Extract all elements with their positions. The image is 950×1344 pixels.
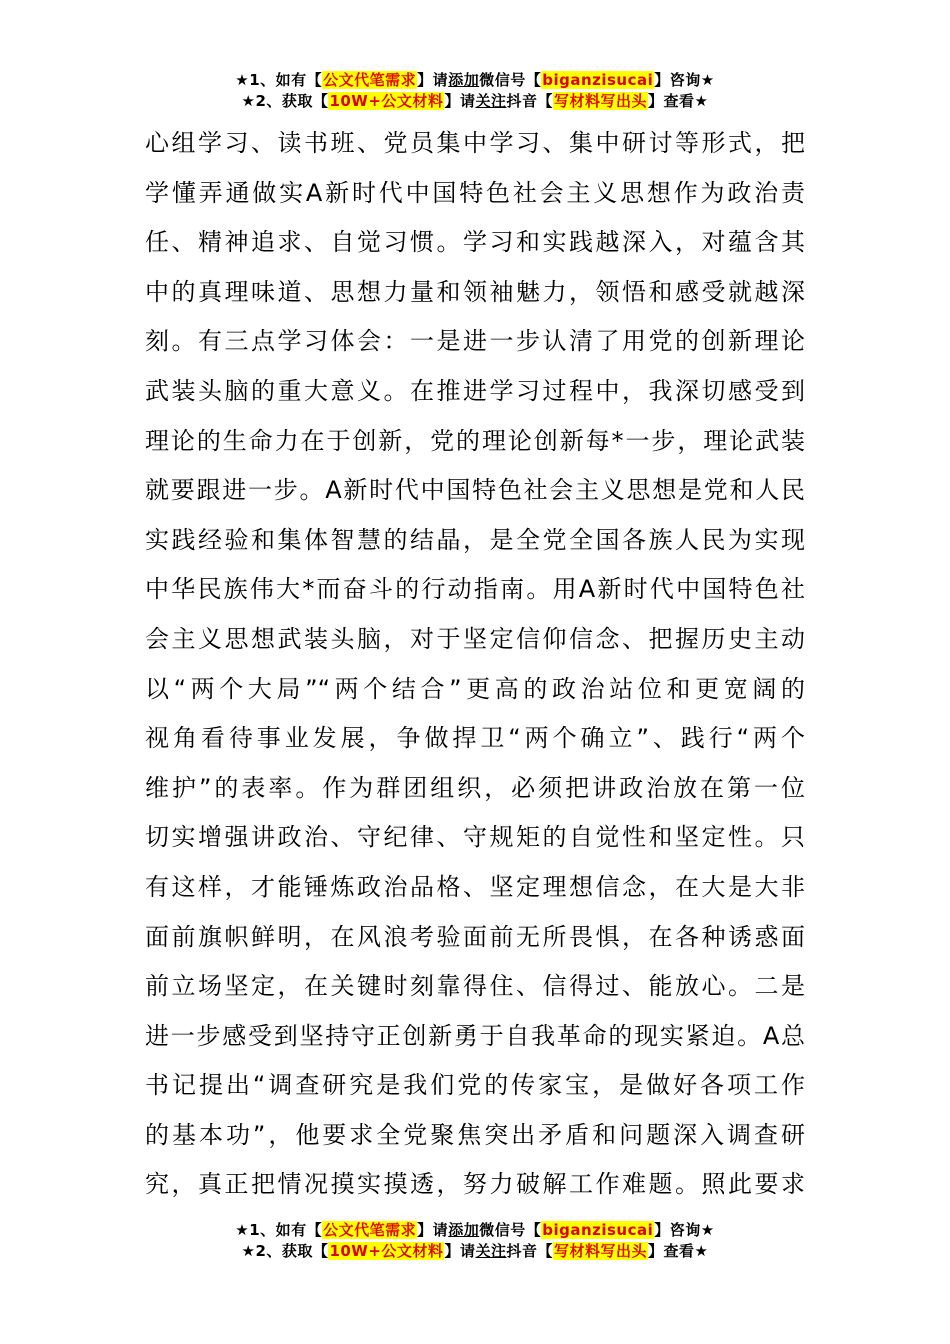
body-line: 中的真理味道、思想力量和领袖魅力，领悟和感受就越深 xyxy=(145,277,805,306)
banner-text: 】查看★ xyxy=(648,1242,709,1260)
banner-text: ★2、获取【 xyxy=(241,92,329,110)
body-line: 的基本功”，他要求全党聚焦突出矛盾和问题深入调查研 xyxy=(145,1120,805,1149)
body-line: 面前旗帜鲜明，在风浪考验面前无所畏惧，在各种诱惑面 xyxy=(145,922,805,951)
body-line: 刻。有三点学习体会：一是进一步认清了用党的创新理论 xyxy=(145,327,805,356)
banner-line-1 xyxy=(0,1220,950,1241)
header-banner xyxy=(0,70,950,112)
banner-text: ★1、如有【 xyxy=(235,71,323,89)
banner-text: 抖音【 xyxy=(506,1242,553,1260)
banner-text: 】请 xyxy=(444,92,476,110)
banner-highlight: 10W+公文材料 xyxy=(329,92,444,110)
banner-text: 】请 xyxy=(444,1242,476,1260)
banner-line-2 xyxy=(0,91,950,112)
banner-line-1 xyxy=(0,70,950,91)
banner-text: 】咨询★ xyxy=(654,1221,715,1239)
banner-highlight: biganzisucai xyxy=(542,1221,654,1239)
banner-text: 】查看★ xyxy=(648,92,709,110)
banner-underlined-text: 添加 xyxy=(448,1221,480,1239)
banner-text: ★2、获取【 xyxy=(241,1242,329,1260)
banner-highlight: 写材料写出头 xyxy=(553,1242,647,1260)
body-line: 任、精神追求、自觉习惯。学习和实践越深入，对蕴含其 xyxy=(145,228,805,257)
banner-highlight: 公文代笔需求 xyxy=(323,71,417,89)
banner-highlight: biganzisucai xyxy=(542,71,654,89)
banner-text: 】咨询★ xyxy=(654,71,715,89)
banner-text: 微信号【 xyxy=(479,71,542,89)
body-line: 中华民族伟大*而奋斗的行动指南。用A新时代中国特色社 xyxy=(145,575,805,604)
banner-highlight: 10W+公文材料 xyxy=(329,1242,444,1260)
body-line: 视角看待事业发展，争做捍卫“两个确立”、践行“两个 xyxy=(145,724,805,753)
body-line: 切实增强讲政治、守纪律、守规矩的自觉性和坚定性。只 xyxy=(145,823,805,852)
footer-banner xyxy=(0,1220,950,1262)
banner-text: 抖音【 xyxy=(506,92,553,110)
body-line: 实践经验和集体智慧的结晶，是全党全国各族人民为实现 xyxy=(145,525,805,554)
body-line: 究，真正把情况摸实摸透，努力破解工作难题。照此要求 xyxy=(145,1170,805,1199)
banner-highlight: 公文代笔需求 xyxy=(323,1221,417,1239)
body-line: 武装头脑的重大意义。在推进学习过程中，我深切感受到 xyxy=(145,376,805,405)
document-body xyxy=(145,119,805,1210)
body-line: 有这样，才能锤炼政治品格、坚定理想信念，在大是大非 xyxy=(145,872,805,901)
banner-line-2 xyxy=(0,1241,950,1262)
body-line: 就要跟进一步。A新时代中国特色社会主义思想是党和人民 xyxy=(145,476,805,505)
body-line: 进一步感受到坚持守正创新勇于自我革命的现实紧迫。A总 xyxy=(145,1021,805,1050)
body-line: 维护”的表率。作为群团组织，必须把讲政治放在第一位 xyxy=(145,773,805,802)
banner-underlined-text: 关注 xyxy=(475,1242,507,1260)
body-line: 会主义思想武装头脑，对于坚定信仰信念、把握历史主动 xyxy=(145,624,805,653)
body-line: 以“两个大局”“两个结合”更高的政治站位和更宽阔的 xyxy=(145,674,805,703)
banner-text: 】请 xyxy=(417,71,449,89)
banner-text: ★1、如有【 xyxy=(235,1221,323,1239)
banner-underlined-text: 添加 xyxy=(448,71,480,89)
banner-highlight: 写材料写出头 xyxy=(553,92,647,110)
banner-underlined-text: 关注 xyxy=(475,92,507,110)
body-line: 心组学习、读书班、党员集中学习、集中研讨等形式，把 xyxy=(145,129,805,157)
banner-text: 】请 xyxy=(417,1221,449,1239)
body-line: 学懂弄通做实A新时代中国特色社会主义思想作为政治责 xyxy=(145,178,805,207)
body-line: 理论的生命力在于创新，党的理论创新每*一步，理论武装 xyxy=(145,426,805,455)
banner-text: 微信号【 xyxy=(479,1221,542,1239)
body-line: 前立场坚定，在关键时刻靠得住、信得过、能放心。二是 xyxy=(145,972,805,1001)
body-line: 书记提出“调查研究是我们党的传家宝，是做好各项工作 xyxy=(145,1071,805,1100)
